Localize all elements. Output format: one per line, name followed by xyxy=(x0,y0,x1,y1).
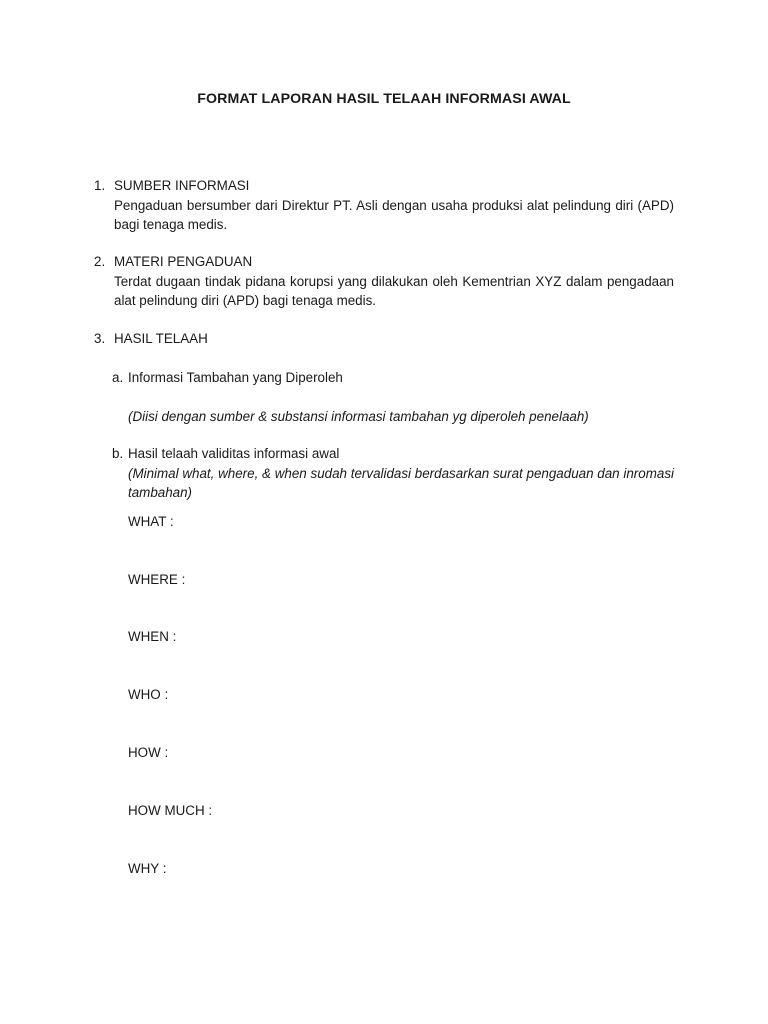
subsection-note: (Minimal what, where, & when sudah tervalidasi berdasarkan surat pengaduan dan inromasi tambahan) xyxy=(128,465,674,500)
field-where: WHERE : xyxy=(128,572,186,587)
section-text: Terdat dugaan tindak pidana korupsi yang dilakukan oleh Kementrian XYZ dalam pengadaan alat pelindung diri (APD) bagi tenaga medis. xyxy=(114,273,674,308)
field-how: HOW : xyxy=(128,745,169,760)
field-how-much: HOW MUCH : xyxy=(128,803,213,818)
subsection-number: a. xyxy=(112,370,124,385)
section-heading: MATERI PENGADUAN xyxy=(114,254,253,269)
subsection-note: (Diisi dengan sumber & substansi informasi tambahan yg diperoleh penelaah) xyxy=(128,408,589,424)
field-why: WHY : xyxy=(128,861,167,876)
section-number: 3. xyxy=(94,331,106,346)
subsection-heading: Hasil telaah validitas informasi awal xyxy=(128,446,340,461)
document-title: FORMAT LAPORAN HASIL TELAAH INFORMASI AWAL xyxy=(197,91,571,107)
section-text: Pengaduan bersumber dari Direktur PT. Asli dengan usaha produksi alat pelindung diri (APD) bagi tenaga medis. xyxy=(114,197,674,232)
field-when: WHEN : xyxy=(128,629,177,644)
section-number: 1. xyxy=(94,178,106,193)
section-number: 2. xyxy=(94,254,106,269)
subsection-hasil-validitas xyxy=(112,444,674,503)
section-heading: HASIL TELAAH xyxy=(114,331,208,346)
field-what: WHAT : xyxy=(128,514,174,529)
subsection-heading: Informasi Tambahan yang Diperoleh xyxy=(128,370,343,385)
section-heading: SUMBER INFORMASI xyxy=(114,178,250,193)
subsection-number: b. xyxy=(112,446,124,461)
subsection-informasi-tambahan xyxy=(112,368,674,426)
field-who: WHO : xyxy=(128,687,169,702)
section-sumber-informasi xyxy=(94,176,674,235)
section-materi-pengaduan xyxy=(94,252,674,311)
section-hasil-telaah xyxy=(94,329,674,349)
